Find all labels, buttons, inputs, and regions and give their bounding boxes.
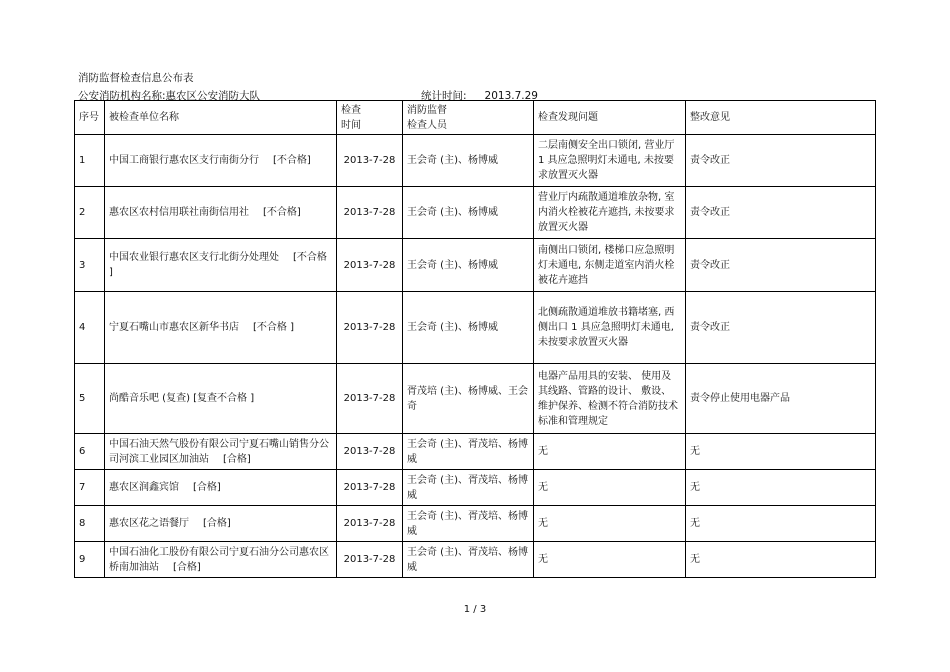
row-advice: 无 <box>686 434 876 470</box>
table-row <box>75 135 876 187</box>
row-issues: 无 <box>534 470 686 506</box>
row-date: 2013-7-28 <box>337 364 403 434</box>
row-no: 1 <box>75 135 105 187</box>
row-no: 3 <box>75 239 105 292</box>
page-title: 消防监督检查信息公布表 <box>78 72 194 84</box>
row-issues: 二层南侧安全出口锁闭, 营业厅 1 具应急照明灯未通电, 未按要求放置灭火器 <box>534 135 686 187</box>
row-issues: 无 <box>534 434 686 470</box>
row-date: 2013-7-28 <box>337 239 403 292</box>
row-inspectors: 胥茂培 (主)、杨博威、王会奇 <box>403 364 534 434</box>
row-unit <box>105 506 337 542</box>
header-date <box>337 101 403 135</box>
org-label: 公安消防机构名称: <box>78 90 166 102</box>
table-row <box>75 542 876 578</box>
header-inspector <box>403 101 534 135</box>
row-unit <box>105 542 337 578</box>
row-unit <box>105 470 337 506</box>
row-date: 2013-7-28 <box>337 506 403 542</box>
row-unit <box>105 434 337 470</box>
table-row <box>75 187 876 239</box>
row-advice: 无 <box>686 506 876 542</box>
row-issues: 南侧出口锁闭, 楼梯口应急照明灯未通电, 东侧走道室内消火栓被花卉遮挡 <box>534 239 686 292</box>
row-date: 2013-7-28 <box>337 187 403 239</box>
status-badge: [合格] <box>173 561 201 573</box>
status-badge: [合格] <box>203 518 231 529</box>
row-date: 2013-7-28 <box>337 542 403 578</box>
row-unit <box>105 239 337 292</box>
stat-label: 统计时间: <box>421 90 467 102</box>
header-advice: 整改意见 <box>686 101 876 135</box>
row-inspectors: 王会奇 (主)、胥茂培、杨博威 <box>403 506 534 542</box>
row-no: 9 <box>75 542 105 578</box>
row-inspectors: 王会奇 (主)、杨博威 <box>403 292 534 364</box>
row-advice: 责令改正 <box>686 239 876 292</box>
table-row <box>75 470 876 506</box>
row-date: 2013-7-28 <box>337 292 403 364</box>
table-row <box>75 292 876 364</box>
unit-name: 中国农业银行惠农区支行北街分处理处 <box>109 252 279 263</box>
row-unit <box>105 364 337 434</box>
unit-name: 中国石油天然气股份有限公司宁夏石嘴山销售分公司河滨工业园区加油站 <box>109 438 329 465</box>
row-no: 4 <box>75 292 105 364</box>
row-issues: 北侧疏散通道堆放书籍堵塞, 西侧出口 1 具应急照明灯未通电, 未按要求放置灭火器 <box>534 292 686 364</box>
header-issues: 检查发现问题 <box>534 101 686 135</box>
row-date: 2013-7-28 <box>337 470 403 506</box>
row-no: 5 <box>75 364 105 434</box>
table-row <box>75 506 876 542</box>
row-issues: 营业厅内疏散通道堆放杂物, 室内消火栓被花卉遮挡, 未按要求放置灭火器 <box>534 187 686 239</box>
row-inspectors: 王会奇 (主)、胥茂培、杨博威 <box>403 542 534 578</box>
row-inspectors: 王会奇 (主)、杨博威 <box>403 135 534 187</box>
table-header-row <box>75 101 876 135</box>
unit-name: 惠农区润鑫宾馆 <box>109 482 179 493</box>
unit-name: 惠农区花之语餐厅 <box>109 518 189 529</box>
row-inspectors: 王会奇 (主)、杨博威 <box>403 239 534 292</box>
unit-name: 惠农区农村信用联社南街信用社 <box>109 207 249 218</box>
table-row <box>75 364 876 434</box>
unit-name: 中国石油化工股份有限公司宁夏石油分公司惠农区桥南加油站 <box>109 546 329 573</box>
row-unit <box>105 135 337 187</box>
row-issues: 无 <box>534 506 686 542</box>
unit-name: 中国工商银行惠农区支行南街分行 <box>109 155 259 166</box>
status-badge: [不合格] <box>263 207 301 218</box>
row-inspectors: 王会奇 (主)、胥茂培、杨博威 <box>403 470 534 506</box>
unit-name: 尚酷音乐吧 (复查) [复查不合格 ] <box>109 393 255 404</box>
row-advice: 无 <box>686 470 876 506</box>
row-date: 2013-7-28 <box>337 434 403 470</box>
row-issues: 电器产品用具的安装、 使用及其线路、管路的设计、 敷设、维护保养、检测不符合消防技术标准和管理规定 <box>534 364 686 434</box>
row-issues: 无 <box>534 542 686 578</box>
status-badge: [合格] <box>193 482 221 493</box>
stat-date: 2013.7.29 <box>484 90 538 102</box>
header-unit: 被检查单位名称 <box>105 101 337 135</box>
inspection-table <box>74 100 876 578</box>
row-advice: 责令改正 <box>686 187 876 239</box>
row-no: 6 <box>75 434 105 470</box>
status-badge: [合格] <box>223 453 251 465</box>
row-advice: 责令改正 <box>686 292 876 364</box>
row-no: 7 <box>75 470 105 506</box>
unit-name: 宁夏石嘴山市惠农区新华书店 <box>109 322 239 333</box>
row-inspectors: 王会奇 (主)、胥茂培、杨博威 <box>403 434 534 470</box>
header-date-line2: 时间 <box>341 119 361 131</box>
row-no: 2 <box>75 187 105 239</box>
row-advice: 无 <box>686 542 876 578</box>
table-row <box>75 239 876 292</box>
row-advice: 责令改正 <box>686 135 876 187</box>
header-inspector-line1: 消防监督 <box>407 104 447 116</box>
org-name: 惠农区公安消防大队 <box>165 90 261 102</box>
table-row <box>75 434 876 470</box>
row-advice: 责令停止使用电器产品 <box>686 364 876 434</box>
page-indicator: 1 / 3 <box>463 604 487 615</box>
header-inspector-line2: 检查人员 <box>407 119 447 131</box>
header-date-line1: 检查 <box>341 104 361 116</box>
status-badge: [不合格 ] <box>253 322 294 333</box>
row-no: 8 <box>75 506 105 542</box>
row-unit <box>105 187 337 239</box>
header-no: 序号 <box>75 101 105 135</box>
row-unit <box>105 292 337 364</box>
status-badge: [不合格] <box>273 155 311 166</box>
status-badge: [不合格 ] <box>109 252 327 278</box>
row-date: 2013-7-28 <box>337 135 403 187</box>
row-inspectors: 王会奇 (主)、杨博威 <box>403 187 534 239</box>
